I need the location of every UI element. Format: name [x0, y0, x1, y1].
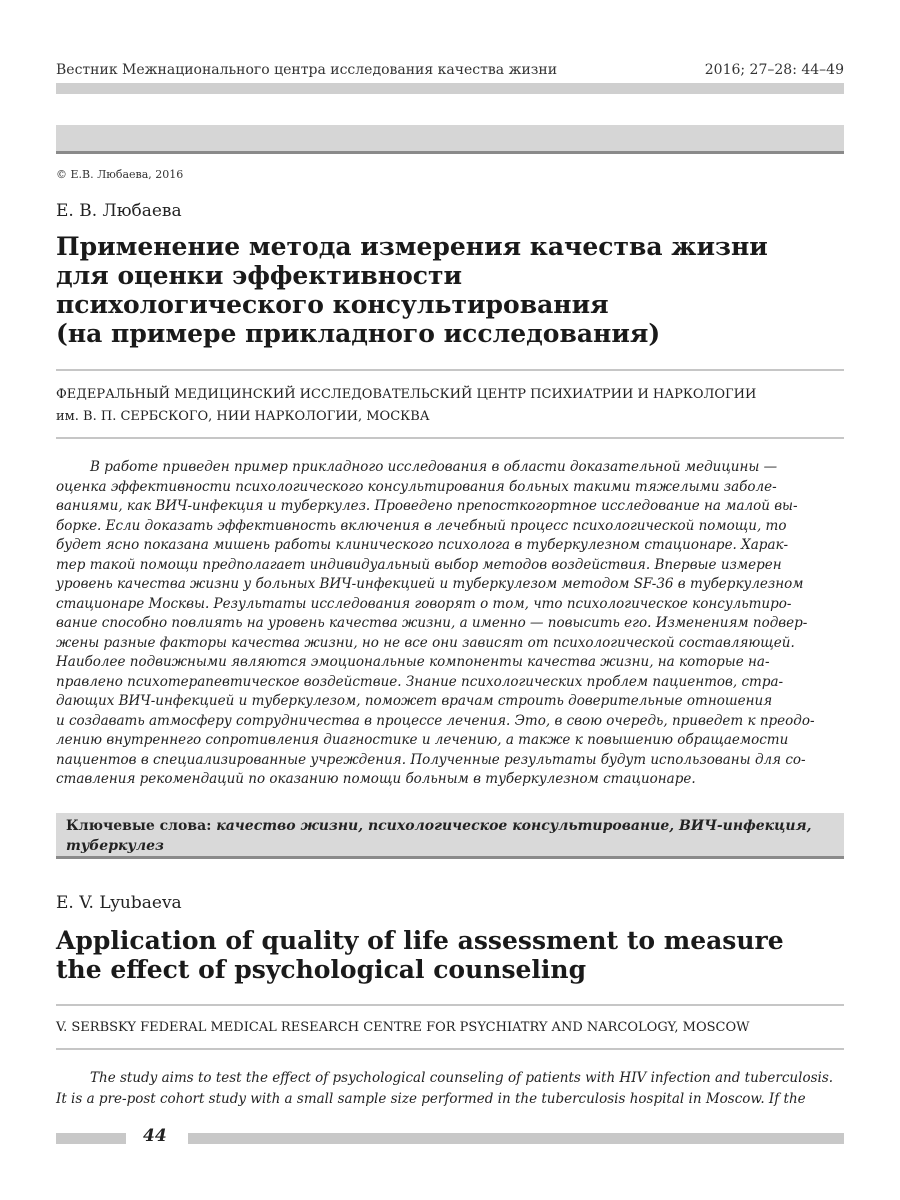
abstract-ru-line: лению внутреннего сопротивления диагностике и лечению, а также к повышению обращаемости [56, 732, 789, 748]
abstract-ru-line: правлено психотерапевтическое воздействие. Знание психологических проблем пациентов, стра- [56, 673, 784, 690]
title-en-line: the effect of psychological counseling [56, 955, 587, 984]
abstract-ru-line: будет ясно показана мишень работы клинического психолога в туберкулезном стационаре. Харак- [56, 537, 789, 553]
title-ru-line: (на примере прикладного исследования) [56, 319, 661, 348]
header-band [56, 125, 844, 154]
abstract-ru-line: Наиболее подвижными являются эмоциональные компоненты качества жизни, на которые на- [56, 654, 770, 670]
title-en [56, 926, 846, 984]
divider [56, 1048, 844, 1050]
author-ru: Е. В. Любаева [56, 201, 182, 221]
abstract-ru-line: тер такой помощи предполагает индивидуальный выбор методов воздействия. Впервые измерен [56, 556, 782, 573]
divider [56, 437, 844, 439]
abstract-ru-line: пациентов в специализированные учреждения. Полученные результаты будут использованы для со- [56, 751, 806, 768]
abstract-ru-line: борке. Если доказать эффективность включения в лечебный процесс психологической помощи, то [56, 517, 787, 534]
title-en-line: Application of quality of life assessment to measure [56, 926, 784, 955]
divider [56, 1004, 844, 1006]
affiliation-ru-line: ФЕДЕРАЛЬНЫЙ МЕДИЦИНСКИЙ ИССЛЕДОВАТЕЛЬСКИЙ ЦЕНТР ПСИХИАТРИИ И НАРКОЛОГИИ [56, 387, 757, 402]
keywords-list: качество жизни, психологическое консультирование, ВИЧ-инфекция, [216, 818, 812, 834]
abstract-ru-line: вание способно повлиять на уровень качества жизни, а именно — повысить его. Изменениям подвер- [56, 615, 808, 631]
affiliation-en: V. SERBSKY FEDERAL MEDICAL RESEARCH CENTRE FOR PSYCHIATRY AND NARCOLOGY, MOSCOW [56, 1020, 750, 1035]
author-en: E. V. Lyubaeva [56, 893, 182, 913]
title-ru [56, 232, 846, 348]
abstract-ru-line: стационаре Москвы. Результаты исследования говорят о том, что психологическое консультиро- [56, 595, 792, 612]
issue-info: 2016; 27–28: 44–49 [704, 62, 844, 78]
copyright: © Е.В. Любаева, 2016 [56, 168, 184, 181]
footer-bar-right [188, 1133, 844, 1144]
title-ru-line: психологического консультирования [56, 290, 609, 319]
keywords-label: Ключевые слова: [66, 818, 212, 834]
abstract-en [56, 1068, 846, 1110]
abstract-ru-line: В работе приведен пример прикладного исследования в области доказательной медицины — [90, 459, 778, 475]
page-number: 44 [143, 1126, 167, 1146]
abstract-ru-line: ставления рекомендаций по оказанию помощи больным в туберкулезном стационаре. [56, 771, 696, 787]
divider [56, 369, 844, 371]
abstract-ru-line: ваниями, как ВИЧ-инфекция и туберкулез. Проведено препосткогортное исследование на малой вы- [56, 498, 798, 514]
affiliation-ru-line: им. В. П. СЕРБСКОГО, НИИ НАРКОЛОГИИ, МОСКВА [56, 409, 430, 424]
abstract-ru-line: и создавать атмосферу сотрудничества в процессе лечения. Это, в свою очередь, приведет к преодо- [56, 712, 815, 729]
title-ru-line: для оценки эффективности [56, 261, 463, 290]
abstract-ru-line: оценка эффективности психологического консультирования больных такими тяжелыми заболе- [56, 478, 777, 495]
abstract-ru [56, 458, 846, 790]
title-ru-line: Применение метода измерения качества жизни [56, 232, 768, 261]
header-bar [56, 83, 844, 94]
abstract-ru-line: дающих ВИЧ-инфекцией и туберкулезом, поможет врачам строить доверительные отношения [56, 693, 773, 709]
abstract-ru-line: жены разные факторы качества жизни, но не все они зависят от психологической составляющей. [56, 634, 795, 651]
journal-name: Вестник Межнационального центра исследования качества жизни [56, 62, 558, 78]
abstract-ru-line: уровень качества жизни у больных ВИЧ-инфекцией и туберкулезом методом SF-36 в туберкулезном [56, 576, 804, 592]
footer-bar-left [56, 1133, 126, 1144]
abstract-en-line: The study aims to test the effect of psychological counseling of patients with HIV infection and tuberculosis. [90, 1070, 834, 1086]
affiliation-ru [56, 384, 846, 428]
abstract-en-line: It is a pre-post cohort study with a small sample size performed in the tuberculosis hospital in Moscow. If the [56, 1091, 806, 1107]
keywords-list-cont: туберкулез [66, 838, 164, 854]
keywords-box [56, 813, 844, 859]
